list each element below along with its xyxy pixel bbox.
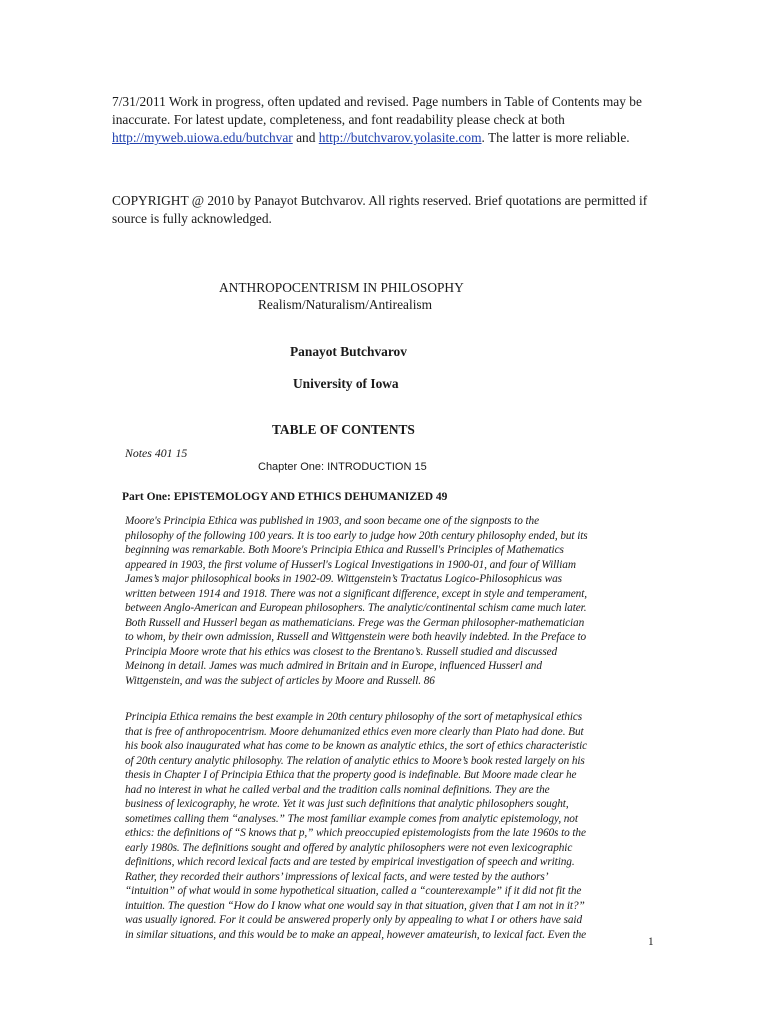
revision-notice [112,93,652,148]
paragraph-line: between Anglo-American and European philosophers. The analytic/continental schism came much later. [125,602,587,614]
toc-summary-paragraph-2 [125,710,653,942]
paragraph-line: Moore's Principia Ethica was published in 1903, and soon became one of the signposts to the [125,515,539,527]
paragraph-line: was usually ignored. For it could be answered properly only by appealing to what I or others have said [125,914,583,926]
paragraph-line: early 1980s. The definitions sought and offered by analytic philosophers were not even lexicographic [125,841,573,854]
toc-entry-part-one[interactable]: Part One: EPISTEMOLOGY AND ETHICS DEHUMANIZED 49 [122,491,448,503]
notice-text-1: 7/31/2011 Work in progress, often updated and revised. Page numbers in Table of Contents may be inaccurate. For latest update, completeness, and font readability please check at both [112,94,642,128]
paragraph-line: sometimes calling them “analyses.” The most familiar example comes from analytic epistemology, not [125,812,578,825]
toc-entry-notes[interactable]: Notes 401 15 [125,446,188,460]
paragraph-line: Both Russell and Husserl began as mathematicians. Frege was the German philosopher-mathematician [125,616,585,629]
paragraph-line: “intuition” of what would in some hypothetical situation, called a “counterexample” if it did not fit the [125,885,582,897]
notice-text-2: and [292,130,319,146]
toc-heading: TABLE OF CONTENTS [272,422,415,437]
paragraph-line: philosophy of the following 100 years. It is too early to judge how 20th century philosophy ended, but its [125,529,588,542]
paragraph-line: Wittgenstein, and was the subject of articles by Moore and Russell. 86 [125,674,435,687]
paragraph-line: business of lexicography, he wrote. Yet it was just such definitions that analytic philosophers sought, [125,798,569,810]
copyright-notice: COPYRIGHT @ 2010 by Panayot Butchvarov. All rights reserved. Brief quotations are permitted if source is fully acknowledged. [112,193,648,227]
toc-summary-paragraph-1 [125,514,653,688]
toc-entry-chapter-one[interactable]: Chapter One: INTRODUCTION 15 [258,461,427,473]
uiowa-link[interactable]: http://myweb.uiowa.edu/butchvar [112,130,293,146]
paragraph-line: Meinong in detail. James was much admired in Britain and in Europe, influenced Husserl and [125,660,542,672]
paragraph-line: of 20th century analytic philosophy. The relation of analytic ethics to Moore’s book rested largely on his [125,754,585,767]
paragraph-line: appeared in 1903, the first volume of Husserl's Logical Investigations in 1900-01, and four of William [125,558,576,571]
author-affiliation: University of Iowa [293,376,399,391]
paragraph-line: Principia Ethica remains the best example in 20th century philosophy of the sort of metaphysical ethics [125,711,583,723]
book-title: ANTHROPOCENTRISM IN PHILOSOPHY [219,280,464,295]
notice-text-3: . The latter is more reliable. [481,130,630,146]
paragraph-line: beginning was remarkable. Both Moore's Principia Ethica and Russell's Principles of Mathematics [125,544,564,556]
paragraph-line: written between 1914 and 1918. There was not a significant difference, except in style and temperament, [125,587,587,600]
paragraph-line: Principia Moore wrote that his ethics was closest to the Brentano’s. Russell studied and discussed [125,645,558,658]
paragraph-line: his book also inaugurated what has come to be known as analytic ethics, the sort of ethics characteristic [125,740,588,752]
paragraph-line: ethics: the definitions of “S knows that p,” which preoccupied epistemologists from the late 1960s to the [125,827,586,839]
paragraph-line: had no interest in what he called verbal and the tradition calls nominal definitions. They are the [125,783,550,796]
page-number: 1 [648,936,654,948]
paragraph-line: intuition. The question “How do I know what one would say in that situation, given that I am not in it?” [125,899,585,912]
paragraph-line: that is free of anthropocentrism. Moore dehumanized ethics even more clearly than Plato had done. But [125,725,584,738]
book-subtitle: Realism/Naturalism/Antirealism [258,297,433,312]
paragraph-line: in similar situations, and this would be to make an appeal, however amateurish, to lexical fact. Even the [125,928,587,941]
author-name: Panayot Butchvarov [290,344,407,359]
paragraph-line: to whom, by their own admission, Russell and Wittgenstein were both heavily indebted. In the Preface to [125,631,587,643]
paragraph-line: thesis in Chapter I of Principia Ethica that the property good is indefinable. But Moore made clear he [125,769,577,781]
paragraph-line: definitions, which record lexical facts and are tested by empirical investigation of speech and writing. [125,856,575,868]
paragraph-line: James’s major philosophical books in 1902-09. Wittgenstein’s Tractatus Logico-Philosophicus was [125,573,562,585]
paragraph-line: Rather, they recorded their authors’ impressions of lexical facts, and were tested by the authors’ [125,870,549,883]
yolasite-link[interactable]: http://butchvarov.yolasite.com [318,130,482,146]
